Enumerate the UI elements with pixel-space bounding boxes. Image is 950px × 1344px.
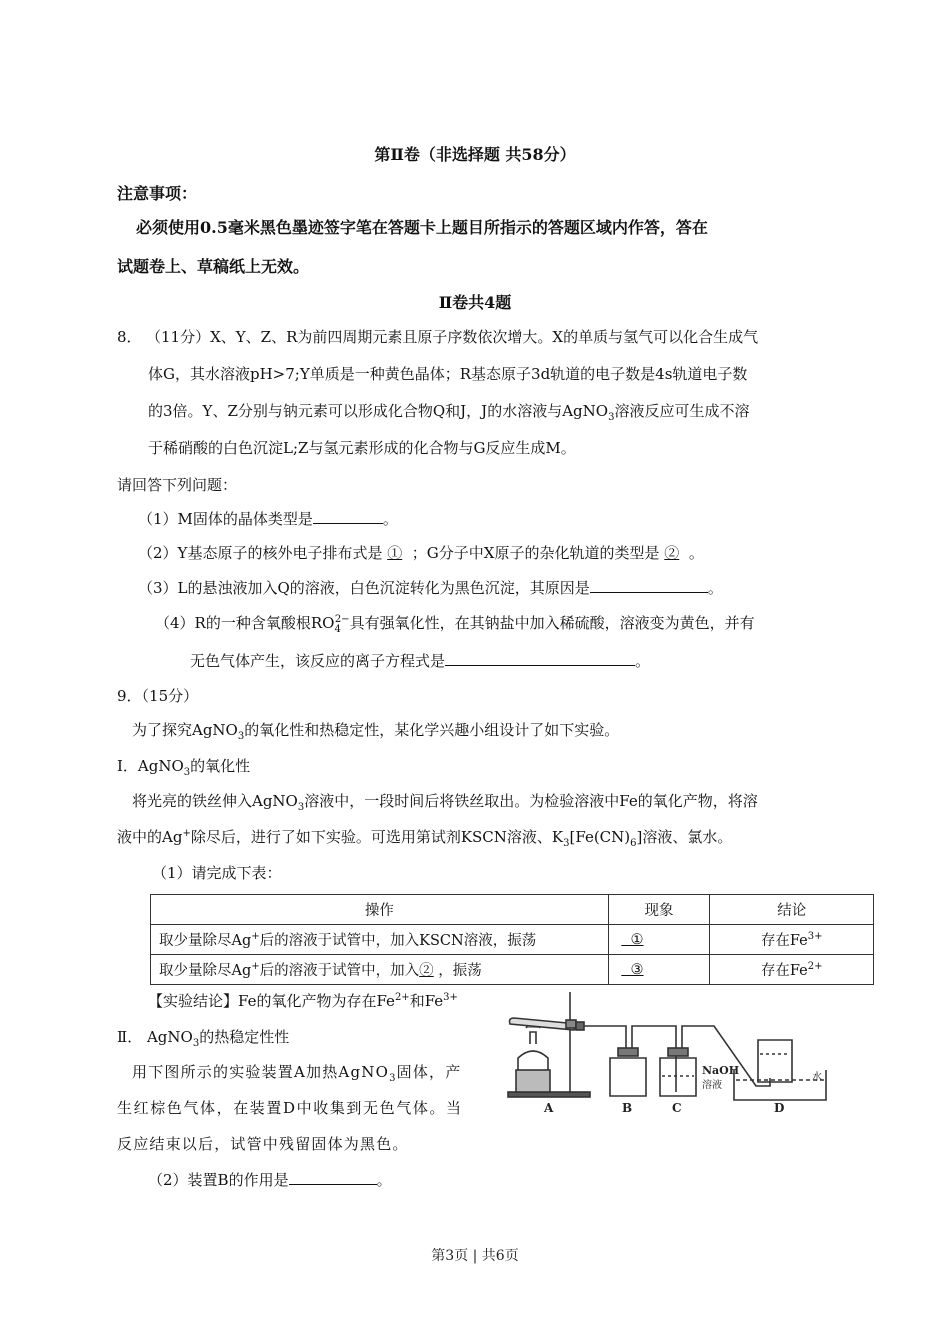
q8-sub-4: （4）R的一种含氧酸根$RO_4^{2-}$具有强氧化性，在其钠盐中加入稀硫酸，溶液变为黄色，并有 (155, 614, 755, 635)
table-header-operation: 操作 (151, 895, 609, 925)
experiment-table (150, 894, 874, 985)
section-subtitle: Ⅱ卷共4题 (438, 293, 512, 312)
label-a: A (544, 1101, 554, 1115)
q8-sub-4-line-2: 无色气体产生，该反应的离子方程式是 。 (190, 652, 651, 670)
table-cell-operation: 取少量除尽Ag+后的溶液于试管中，加入KSCN溶液，振荡 (151, 925, 609, 955)
q8-stem-line-3: 的3倍。Y、Z分别与钠元素可以形成化合物Q和J，J的水溶液与AgNO$_3$溶液反应可生成不溶 (148, 402, 750, 423)
page-footer: 第3页 | 共6页 (431, 1248, 519, 1264)
table-cell-phenomenon[interactable]: ③ (608, 955, 710, 985)
q9-part-2-para-line-3: 反应结束以后，试管中残留固体为黑色。 (117, 1135, 409, 1153)
q9-part-1-para-line-2: 液中的Ag+除尽后，进行了如下实验。可选用第试剂KSCN溶液、$K_3[Fe(CN)_6]$溶液、氯水。 (117, 828, 733, 849)
answer-blank[interactable] (590, 578, 708, 593)
q9-header: 9．（15分） (117, 687, 199, 705)
water-label: 水 (812, 1072, 822, 1083)
apparatus-drawing (500, 988, 840, 1116)
notice-line-1: 必须使用0.5毫米黑色墨迹签字笔在答题卡上题目所指示的答题区域内作答，答在 (136, 218, 708, 237)
q9-part-1-title: Ⅰ．AgNO$_3$的氧化性 (117, 757, 251, 778)
q9-sub-2: （2）装置B的作用是 。 (148, 1171, 392, 1189)
apparatus-diagram (500, 988, 840, 1116)
naoh-label: NaOH (702, 1064, 740, 1077)
section-title: 第Ⅱ卷（非选择题 共58分） (374, 145, 576, 164)
answer-blank[interactable] (445, 651, 635, 666)
label-d: D (774, 1101, 785, 1115)
q8-stem-line-4: 于稀硝酸的白色沉淀L;Z与氢元素形成的化合物与G反应生成M。 (148, 439, 576, 457)
q9-part-1-para-line-1: 将光亮的铁丝伸入AgNO$_3$溶液中，一段时间后将铁丝取出。为检验溶液中Fe的氧化产物，将溶 (132, 792, 758, 813)
table-row (151, 955, 874, 985)
q8-sub-1: （1）M固体的晶体类型是 。 (138, 510, 398, 528)
q9-part-2-title: Ⅱ． AgNO$_3$的热稳定性性 (117, 1028, 290, 1049)
q8-number: 8． (117, 328, 142, 346)
answer-blank-2[interactable]: ② (664, 544, 680, 562)
label-c: C (672, 1101, 682, 1115)
q9-part-2-para-line-1: 用下图所示的实验装置A加热AgNO$_3$固体，产 (132, 1063, 462, 1084)
solution-label: 溶液 (702, 1080, 722, 1091)
notice-line-2: 试题卷上、草稿纸上无效。 (117, 257, 310, 276)
answer-blank[interactable] (313, 509, 383, 524)
answer-blank-1[interactable]: ① (387, 544, 403, 562)
q8-stem-line-1: （11分）X、Y、Z、R为前四周期元素且原子序数依次增大。X的单质与氢气可以化合生成气 (146, 328, 759, 346)
answer-blank-2[interactable]: ② (419, 963, 434, 979)
q8-sub-3: （3）L的悬浊液加入Q的溶液，白色沉淀转化为黑色沉淀，其原因是 。 (138, 579, 723, 597)
notice-heading: 注意事项： (117, 184, 198, 203)
table-header-conclusion: 结论 (710, 895, 874, 925)
table-cell-conclusion: 存在$Fe^{3+}$ (710, 925, 874, 955)
q9-intro: 为了探究AgNO$_3$的氧化性和热稳定性，某化学兴趣小组设计了如下实验。 (132, 721, 620, 742)
q9-table-prompt: （1）请完成下表： (152, 864, 282, 882)
q9-experiment-conclusion: 【实验结论】Fe的氧化产物为存在$Fe^{2+}$和$Fe^{3+}$ (148, 992, 458, 1010)
table-cell-phenomenon[interactable]: ① (608, 925, 710, 955)
q9-part-2-para-line-2: 生红棕色气体，在装置D中收集到无色气体。当 (117, 1099, 463, 1117)
q8-stem-line-2: 体G，其水溶液pH>7;Y单质是一种黄色晶体；R基态原子3d轨道的电子数是4s轨道电子数 (148, 365, 748, 383)
table-cell-operation: 取少量除尽Ag+后的溶液于试管中，加入② ，振荡 (151, 955, 609, 985)
table-cell-conclusion: 存在$Fe^{2+}$ (710, 955, 874, 985)
q8-prompt: 请回答下列问题： (117, 476, 238, 494)
table-row (151, 925, 874, 955)
label-b: B (622, 1101, 633, 1115)
table-header-row (151, 895, 874, 925)
q8-sub-2: （2）Y基态原子的核外电子排布式是 ① ；G分子中X原子的杂化轨道的类型是 ② 。 (138, 544, 704, 562)
table-header-phenomenon: 现象 (608, 895, 710, 925)
answer-blank[interactable] (289, 1170, 377, 1185)
